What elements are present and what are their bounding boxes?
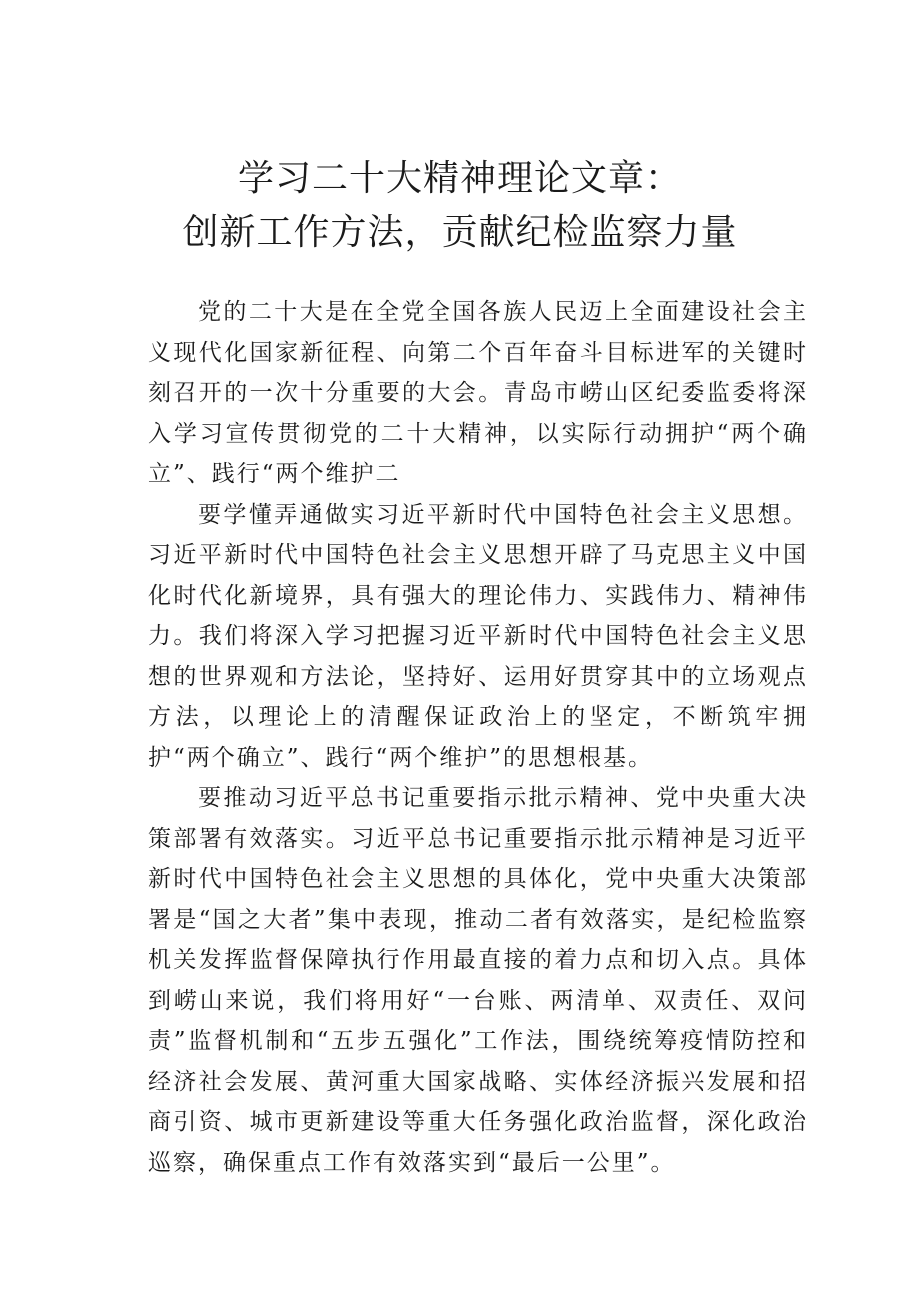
title-line-1: 学习二十大精神理论文章： [237, 158, 682, 199]
title-block [0, 152, 920, 260]
paragraph-3: 要推动习近平总书记重要指示批示精神、党中央重大决策部署有效落实。习近平总书记重要指示批示精神是习近平新时代中国特色社会主义思想的具体化，党中央重大决策部署是“国之大者”集中表现，推动二者有效落实，是纪检监察机关发挥监督保障执行作用最直接的着力点和切入点。具体到崂山来说，我们将用好“一台账、两清单、双责任、双问责”监督机制和“五步五强化”工作法，围绕统筹疫情防控和经济社会发展、黄河重大国家战略、实体经济振兴发展和招商引资、城市更新建设等重大任务强化政治监督，深化政治巡察，确保重点工作有效落实到“最后一公里”。 [148, 785, 808, 1176]
article-body [148, 292, 808, 1183]
paragraph-1: 党的二十大是在全党全国各族人民迈上全面建设社会主义现代化国家新征程、向第二个百年奋斗目标进军的关键时刻召开的一次十分重要的大会。青岛市崂山区纪委监委将深入学习宣传贯彻党的二十大精神，以实际行动拥护“两个确立”、践行“两个维护二 [148, 299, 808, 487]
paragraph-2: 要学懂弄通做实习近平新时代中国特色社会主义思想。习近平新时代中国特色社会主义思想开辟了马克思主义中国化时代化新境界，具有强大的理论伟力、实践伟力、精神伟力。我们将深入学习把握习近平新时代中国特色社会主义思想的世界观和方法论，坚持好、运用好贯穿其中的立场观点方法，以理论上的清醒保证政治上的坚定，不断筑牢拥护“两个确立”、践行“两个维护”的思想根基。 [148, 501, 808, 771]
title-line-2: 创新工作方法，贡献纪检监察力量 [182, 212, 738, 253]
